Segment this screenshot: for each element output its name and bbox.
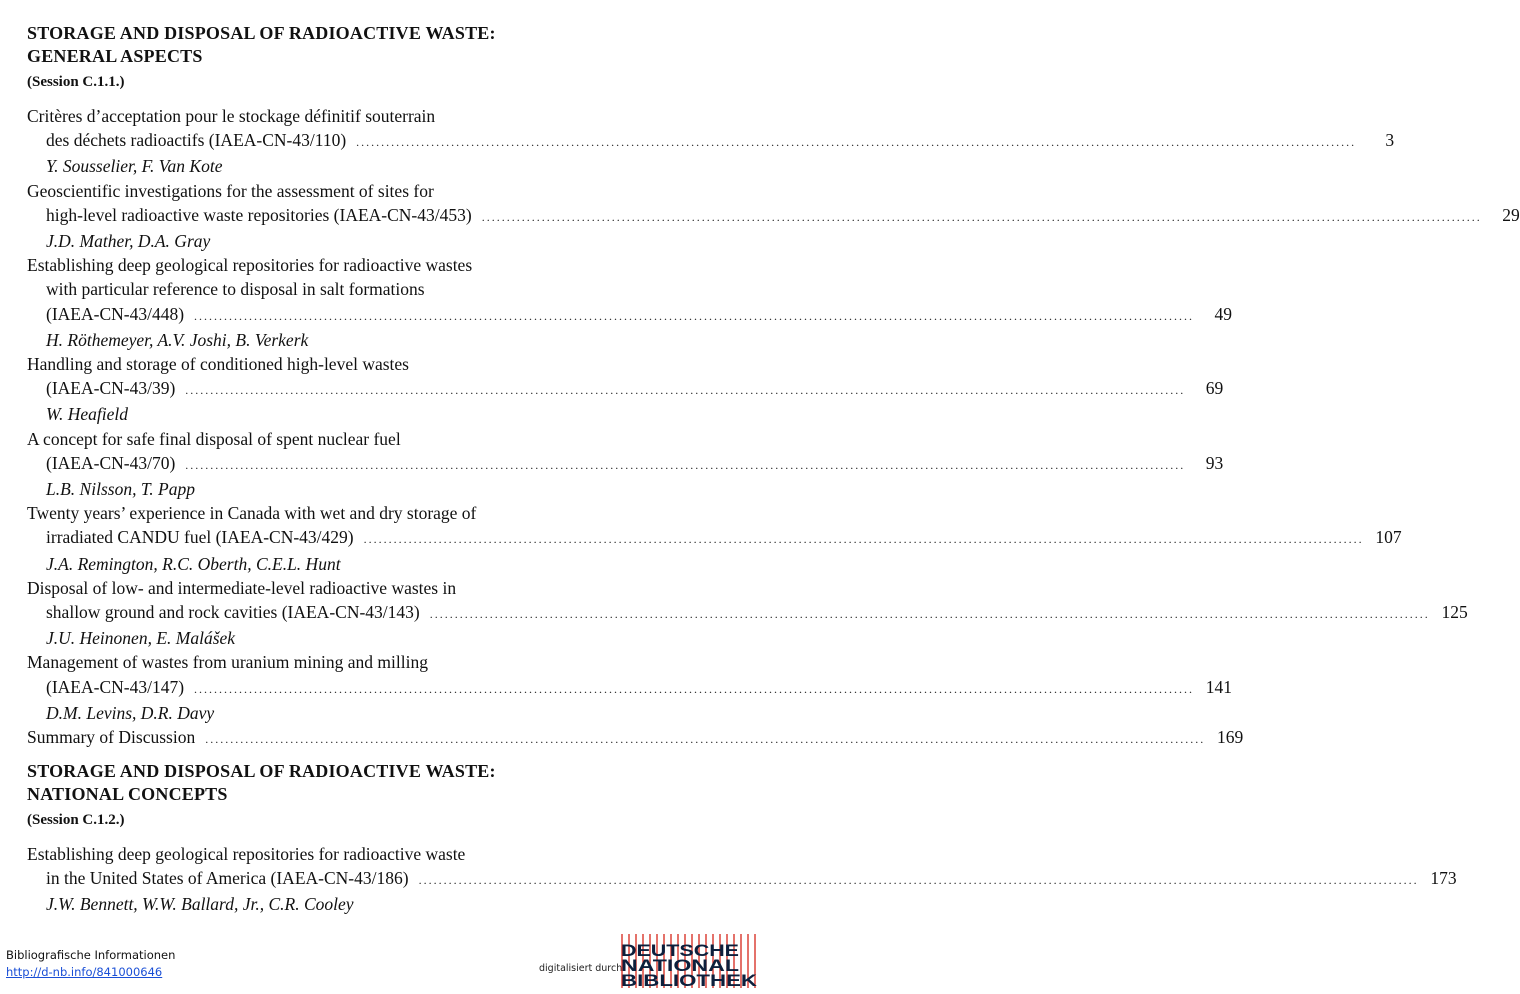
- section-title-line1: STORAGE AND DISPOSAL OF RADIOACTIVE WASTE:: [27, 23, 496, 43]
- entry-title-continuation: [27, 128, 1395, 154]
- entry-title-text: des déchets radioactifs (IAEA-CN-43/110): [46, 130, 347, 151]
- toc-entry[interactable]: [27, 501, 1402, 576]
- dot-leader: ........................................................................................................................................................................................................: [481, 209, 1482, 224]
- toc-entry[interactable]: [27, 650, 1233, 725]
- entry-title-continuation: [27, 451, 1224, 477]
- entry-title-continuation: [27, 302, 1233, 328]
- toc-entry[interactable]: [27, 104, 1395, 179]
- entry-title-text: Twenty years’ experience in Canada with wet and dry storage of: [27, 503, 477, 524]
- toc-entry[interactable]: [27, 842, 1457, 917]
- entry-authors: J.A. Remington, R.C. Oberth, C.E.L. Hunt: [46, 553, 341, 574]
- page-number: 169: [1216, 727, 1244, 748]
- page-number: 107: [1375, 527, 1402, 548]
- dot-leader: ........................................................................................................................................................................................................: [194, 681, 1195, 696]
- entry-authors: J.W. Bennett, W.W. Ballard, Jr., C.R. Cooley: [46, 894, 354, 915]
- entry-title-text: Summary of Discussion: [27, 727, 196, 748]
- entry-title-line: [27, 650, 733, 674]
- dot-leader: ........................................................................................................................................................................................................: [363, 532, 1364, 547]
- toc-entry[interactable]: [27, 179, 1520, 254]
- page-number: 29: [1502, 204, 1520, 225]
- entry-title-text: Critères d’acceptation pour le stockage définitif souterrain: [27, 106, 436, 126]
- session-label: (Session C.1.2.): [27, 812, 125, 828]
- entry-title-line: [27, 427, 733, 451]
- dot-leader: ........................................................................................................................................................................................................: [356, 135, 1357, 150]
- entry-authors: J.D. Mather, D.A. Gray: [46, 231, 211, 252]
- toc-list: [27, 842, 1457, 917]
- page-number: 141: [1205, 676, 1233, 697]
- svg-text:BIBLIOTHEK: BIBLIOTHEK: [621, 972, 758, 990]
- dot-leader: ........................................................................................................................................................................................................: [185, 457, 1186, 472]
- section-header: [27, 760, 496, 831]
- entry-title-text: (IAEA-CN-43/39): [46, 378, 176, 399]
- entry-authors: D.M. Levins, D.R. Davy: [46, 702, 215, 723]
- entry-title-continuation: [27, 277, 733, 301]
- dot-leader: ........................................................................................................................................................................................................: [194, 308, 1195, 323]
- entry-authors: L.B. Nilsson, T. Papp: [46, 479, 195, 500]
- entry-title-line: [27, 179, 733, 203]
- entry-title-line: [27, 576, 733, 600]
- entry-title-text: high-level radioactive waste repositories (IAEA-CN-43/453): [46, 204, 472, 225]
- bib-link[interactable]: http://d-nb.info/841000646: [6, 965, 163, 979]
- toc-entry[interactable]: [27, 427, 1224, 502]
- dnb-logo: [619, 932, 759, 990]
- entry-title-line: [27, 104, 733, 128]
- section-title-line2: GENERAL ASPECTS: [27, 46, 203, 66]
- page-number: 173: [1430, 868, 1457, 889]
- entry-title-text: Management of wastes from uranium mining and milling: [27, 652, 428, 673]
- entry-title-text: Establishing deep geological repositories for radioactive wastes: [27, 255, 473, 276]
- entry-title-continuation: [27, 525, 1402, 551]
- entry-title-continuation: [27, 376, 1224, 402]
- toc-entry[interactable]: [27, 352, 1224, 427]
- dot-leader: ........................................................................................................................................................................................................: [205, 732, 1206, 747]
- entry-title-text: (IAEA-CN-43/448): [46, 303, 185, 324]
- page-number: 93: [1205, 452, 1224, 473]
- entry-title-line: [27, 842, 733, 866]
- entry-title-continuation: [27, 866, 1457, 892]
- entry-title-line: [27, 352, 733, 376]
- page-number: 3: [1385, 130, 1395, 151]
- svg-text:DEUTSCHE: DEUTSCHE: [621, 942, 739, 960]
- entry-title-text: (IAEA-CN-43/70): [46, 452, 176, 473]
- section-title-line2: NATIONAL CONCEPTS: [27, 784, 228, 804]
- entry-title-text: shallow ground and rock cavities (IAEA-CN-43/143): [46, 602, 420, 623]
- page-number: 49: [1214, 303, 1233, 324]
- entry-title-line: [27, 253, 733, 277]
- page-number: 69: [1205, 378, 1224, 399]
- toc-entry[interactable]: [27, 253, 1233, 352]
- entry-title-text: Disposal of low- and intermediate-level radioactive wastes in: [27, 577, 457, 598]
- entry-title-text: in the United States of America (IAEA-CN-43/186): [46, 868, 409, 889]
- entry-title-line: [27, 501, 733, 525]
- entry-title-text: (IAEA-CN-43/147): [46, 676, 185, 697]
- entry-title-continuation: [27, 203, 1520, 229]
- entry-title-text: Handling and storage of conditioned high-level wastes: [27, 354, 409, 375]
- dot-leader: ........................................................................................................................................................................................................: [418, 873, 1419, 888]
- entry-authors: Y. Sousselier, F. Van Kote: [46, 156, 223, 177]
- dot-leader: ........................................................................................................................................................................................................: [185, 383, 1186, 398]
- entry-title-text: A concept for safe final disposal of spent nuclear fuel: [27, 428, 401, 449]
- toc-entry[interactable]: [27, 725, 1244, 751]
- section-title-line1: STORAGE AND DISPOSAL OF RADIOACTIVE WASTE:: [27, 761, 496, 781]
- entry-title-line: [27, 725, 1244, 751]
- session-label: (Session C.1.1.): [27, 74, 125, 90]
- entry-title-continuation: [27, 675, 1233, 701]
- toc-list: [27, 104, 1520, 751]
- entry-title-continuation: [27, 600, 1468, 626]
- entry-title-text: Establishing deep geological repositories for radioactive waste: [27, 844, 466, 864]
- entry-title-text: irradiated CANDU fuel (IAEA-CN-43/429): [46, 527, 354, 548]
- section-header: [27, 22, 496, 93]
- entry-title-text: with particular reference to disposal in salt formations: [46, 279, 425, 300]
- page-number: 125: [1441, 602, 1468, 623]
- entry-authors: H. Röthemeyer, A.V. Joshi, B. Verkerk: [46, 329, 309, 350]
- entry-authors: J.U. Heinonen, E. Malášek: [46, 628, 236, 649]
- entry-title-text: Geoscientific investigations for the assessment of sites for: [27, 180, 434, 201]
- toc-entry[interactable]: [27, 576, 1468, 651]
- entry-authors: W. Heafield: [46, 404, 128, 425]
- dot-leader: ........................................................................................................................................................................................................: [429, 607, 1430, 622]
- bib-label: Bibliografische Informationen: [6, 948, 176, 962]
- digitized-by-label: digitalisiert durch: [539, 963, 623, 974]
- svg-text:NATIONAL: NATIONAL: [621, 957, 739, 975]
- bibliographic-info: [6, 947, 175, 981]
